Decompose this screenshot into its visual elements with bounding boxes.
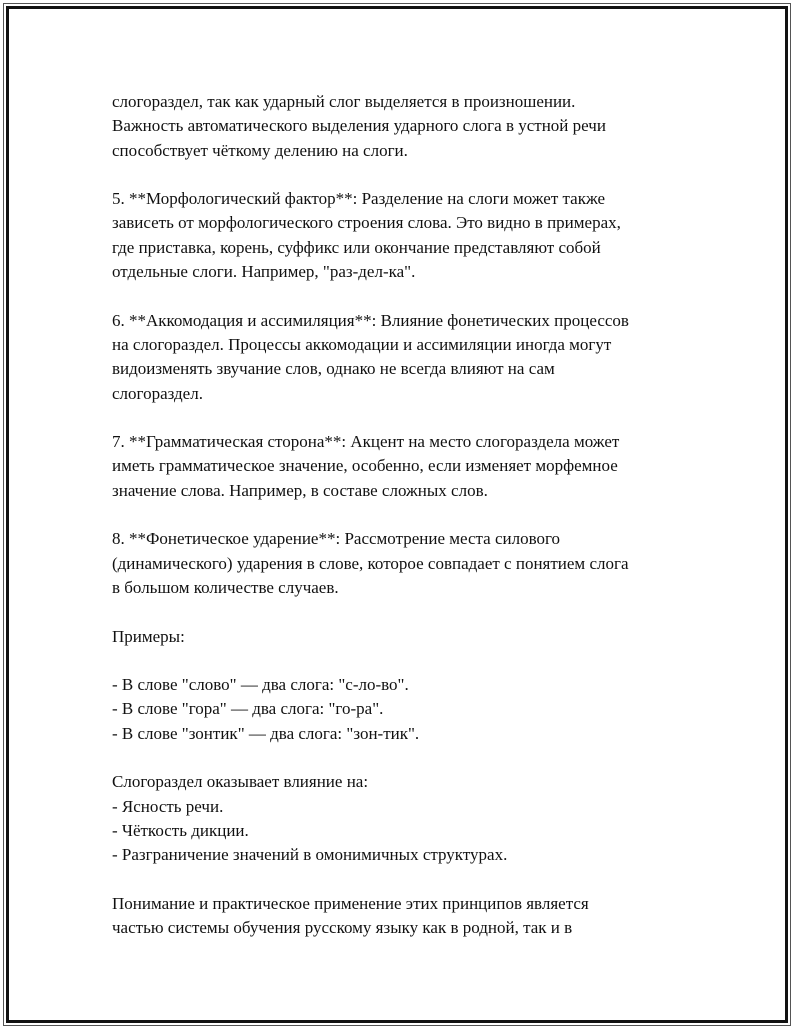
document-body [112,90,702,940]
list-item: - В слове "слово" — два слога: "с-ло-во". [112,675,409,695]
paragraph-gap [112,600,702,624]
paragraph-continuation [112,90,702,163]
text-line: 6. **Аккомодация и ассимиляция**: Влияние фонетических процессов [112,310,629,330]
list-item: - В слове "зонтик" — два слога: "зон-тик". [112,723,420,743]
paragraph-examples-heading [112,625,702,649]
text-line: иметь грамматическое значение, особенно, если изменяет морфемное [112,456,618,476]
paragraph-gap [112,406,702,430]
text-line: в большом количестве случаев. [112,577,339,597]
paragraph-gap [112,284,702,308]
paragraph-gap [112,868,702,892]
paragraph-conclusion [112,892,702,941]
list-item: - Чёткость дикции. [112,820,249,840]
text-line: видоизменять звучание слов, однако не всегда влияют на сам [112,359,555,379]
text-line: Слогораздел оказывает влияние на: [112,772,369,792]
text-line: способствует чёткому делению на слоги. [112,140,408,160]
influence-list [112,770,702,867]
paragraph-item-8 [112,527,702,600]
paragraph-gap [112,649,702,673]
paragraph-item-6 [112,309,702,406]
text-line: Понимание и практическое применение этих принципов является [112,893,589,913]
paragraph-gap [112,746,702,770]
paragraph-item-7 [112,430,702,503]
text-line: частью системы обучения русскому языку как в родной, так и в [112,918,573,938]
text-line: 7. **Грамматическая сторона**: Акцент на место слогораздела может [112,432,620,452]
text-line: 8. **Фонетическое ударение**: Рассмотрение места силового [112,529,561,549]
text-line: на слогораздел. Процессы аккомодации и ассимиляции иногда могут [112,334,612,354]
paragraph-gap [112,163,702,187]
paragraph-gap [112,503,702,527]
paragraph-item-5 [112,187,702,284]
text-line: значение слова. Например, в составе сложных слов. [112,480,488,500]
text-line: (динамического) ударения в слове, которое совпадает с понятием слога [112,553,629,573]
text-line: где приставка, корень, суффикс или окончание представляют собой [112,237,601,257]
text-line: Важность автоматического выделения ударного слога в устной речи [112,116,606,136]
text-line: слогораздел. [112,383,203,403]
text-line: Примеры: [112,626,185,646]
list-item: - Разграничение значений в омонимичных структурах. [112,845,508,865]
text-line: слогораздел, так как ударный слог выделяется в произношении. [112,92,576,111]
text-line: 5. **Морфологический фактор**: Разделение на слоги может также [112,189,606,209]
list-item: - Ясность речи. [112,796,224,816]
text-line: отдельные слоги. Например, "раз-дел-ка". [112,262,416,282]
list-item: - В слове "гора" — два слога: "го-ра". [112,699,384,719]
examples-list [112,673,702,746]
text-line: зависеть от морфологического строения слова. Это видно в примерах, [112,213,621,233]
